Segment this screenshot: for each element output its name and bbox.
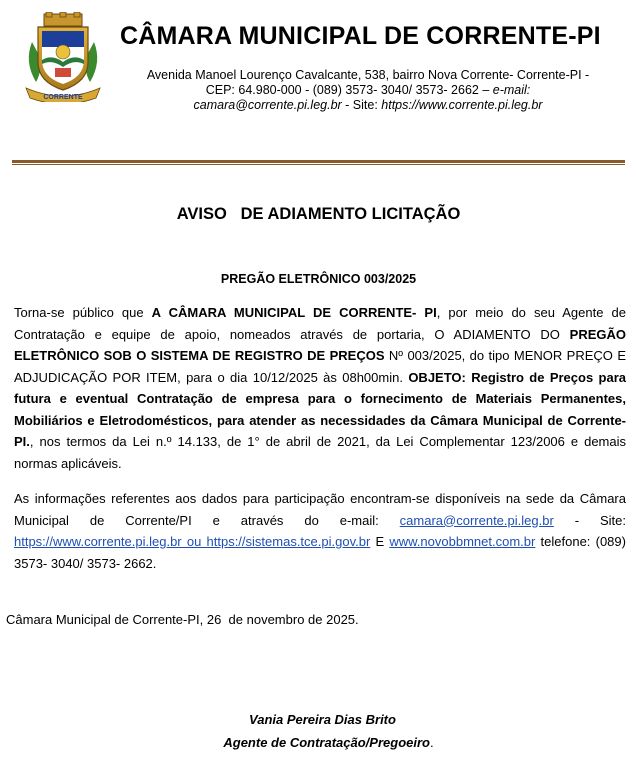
p2-text-2: - Site: <box>553 512 626 528</box>
address-line-1: Avenida Manoel Lourenço Cavalcante, 538, bairro Nova Corrente- Corrente-PI - <box>146 68 590 82</box>
address-line-3 <box>108 98 628 113</box>
p1-text-2: , por meio do seu Agente de Contratação e equipe de apoio, nomeados através de portaria, O ADIAMENTO DO <box>14 305 626 342</box>
p1-text-4: , nos termos da Lei n.º 14.133, de 1° de abril de 2021, da Lei Complementar 123/2006 e demais normas aplicáveis. <box>14 434 626 471</box>
p2-email-link[interactable]: camara@corrente.pi.leg.br <box>399 512 554 528</box>
p1-bold-institution: A CÂMARA MUNICIPAL DE CORRENTE- PI <box>151 305 437 320</box>
p2-text-1: As informações referentes aos dados para participação encontram-se disponíveis na sede da Câmara Municipal de Corrente/PI e através do e-mail: <box>14 491 626 528</box>
notice-paragraph-2 <box>14 488 626 574</box>
municipal-seal-icon <box>22 12 104 102</box>
document-subtitle: PREGÃO ELETRÔNICO 003/2025 <box>220 272 417 286</box>
institution-address <box>108 68 628 113</box>
header-divider-thin <box>12 164 625 165</box>
address-email: camara@corrente.pi.leg.br <box>193 98 342 112</box>
place-and-date: Câmara Municipal de Corrente-PI, 26 de novembro de 2025. <box>6 612 359 627</box>
signer-role <box>10 735 637 750</box>
p2-text-4: telefone: (089) 3573- 3040/ 3573- 2662. <box>14 534 626 571</box>
address-site: https://www.corrente.pi.leg.br <box>381 98 543 112</box>
institution-title: CÂMARA MUNICIPAL DE CORRENTE-PI <box>120 22 601 50</box>
address-email-label: e-mail: <box>492 83 531 97</box>
p1-text-3: Nº 003/2025, do tipo MENOR PREÇO E ADJUDICAÇÃO POR ITEM, para o dia 10/12/2025 às 08h00min. <box>14 348 626 385</box>
address-site-label: - Site: <box>341 98 382 112</box>
address-line-2 <box>108 83 628 98</box>
signer-role-period: . <box>429 735 434 750</box>
p1-text-1: Torna-se público que <box>14 305 152 320</box>
signer-role-text: Agente de Contratação/Pregoeiro <box>223 735 430 750</box>
seal-label: CORRENTE <box>43 94 83 101</box>
document-title: AVISO DE ADIAMENTO LICITAÇÃO <box>176 205 461 223</box>
header-divider-thick <box>12 160 625 163</box>
address-cep-phone: CEP: 64.980-000 - (089) 3573- 3040/ 3573- 2662 – <box>205 83 493 97</box>
notice-paragraph-1 <box>14 302 626 474</box>
p1-bold-pregao: PREGÃO ELETRÔNICO SOB O SISTEMA DE REGISTRO DE PREÇOS <box>14 326 626 363</box>
signer-name: Vania Pereira Dias Brito <box>249 712 396 727</box>
p2-bbmnet-link[interactable]: www.novobbmnet.com.br <box>389 534 536 549</box>
p2-site-links[interactable]: https://www.corrente.pi.leg.br ou https://sistemas.tce.pi.gov.br <box>14 534 371 549</box>
p2-text-3: E <box>370 534 390 549</box>
p1-bold-objeto: OBJETO: Registro de Preços para futura e eventual Contratação de empresa para o fornecimento de Materiais Permanentes, Mobiliários e Eletrodomésticos, para atender as necessidades da Câmara Municipal de Corrente-PI. <box>14 369 627 449</box>
letterhead <box>0 0 637 150</box>
